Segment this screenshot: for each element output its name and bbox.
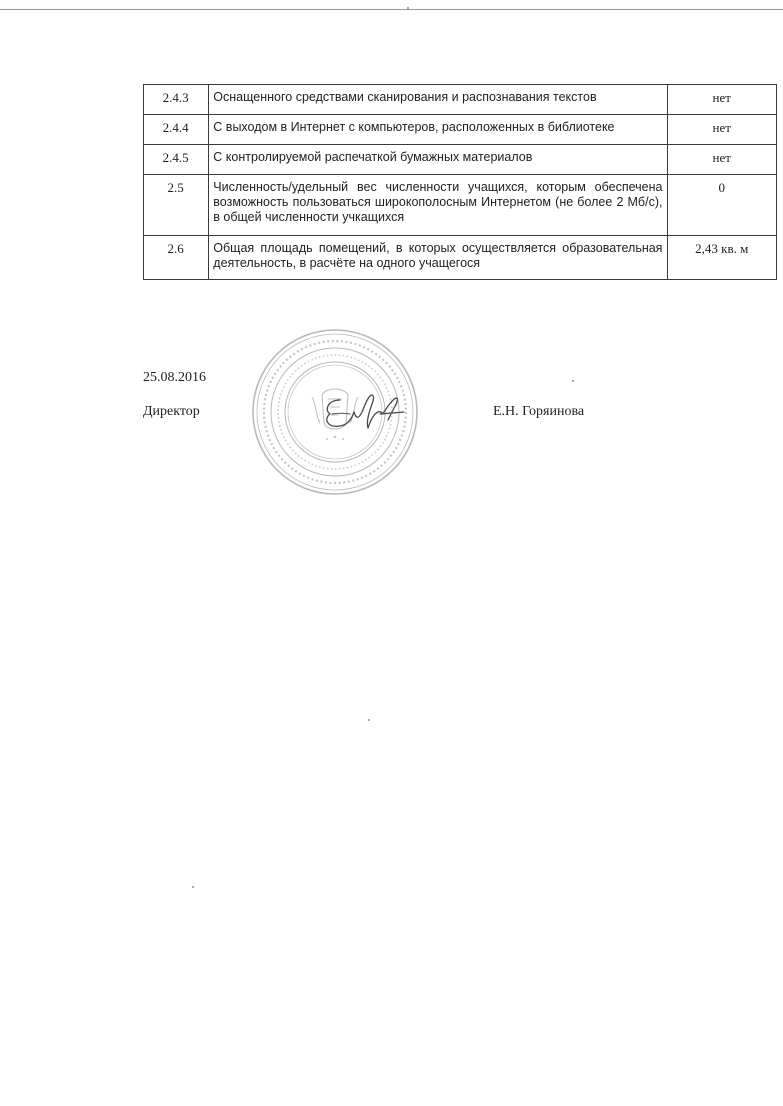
report-table — [143, 84, 777, 280]
table-row — [144, 115, 777, 145]
row-value: нет — [668, 115, 777, 145]
row-number: 2.4.3 — [144, 85, 209, 115]
row-description: Общая площадь помещений, в которых осуществляется образовательная деятельность, в расчёте на одного учащегося — [209, 236, 668, 280]
row-description: Оснащенного средствами сканирования и распознавания текстов — [209, 85, 668, 115]
table-row — [144, 236, 777, 280]
handwritten-signature-icon — [318, 388, 410, 436]
scan-speck — [368, 719, 370, 721]
row-description: С контролируемой распечаткой бумажных материалов — [209, 145, 668, 175]
table-row — [144, 145, 777, 175]
row-number: 2.5 — [144, 175, 209, 236]
row-value: нет — [668, 145, 777, 175]
signatory-role: Директор — [143, 404, 200, 419]
document-date: 25.08.2016 — [143, 370, 206, 385]
scan-speck — [192, 886, 194, 888]
row-value: нет — [668, 85, 777, 115]
signatory-name: Е.Н. Горяинова — [493, 404, 585, 419]
row-value: 0 — [668, 175, 777, 236]
page-top-rule — [0, 9, 783, 10]
scan-speck — [572, 380, 574, 382]
table-row — [144, 85, 777, 115]
row-number: 2.4.4 — [144, 115, 209, 145]
row-value: 2,43 кв. м — [668, 236, 777, 280]
scan-speck — [407, 7, 409, 9]
table-row — [144, 175, 777, 236]
row-number: 2.4.5 — [144, 145, 209, 175]
row-number: 2.6 — [144, 236, 209, 280]
row-description: Численность/удельный вес численности учащихся, которым обеспечена возможность пользоваться широкополосным Интернетом (не более 2 Мб/с), в общей численности учкащихся — [209, 175, 668, 236]
row-description: С выходом в Интернет с компьютеров, расположенных в библиотеке — [209, 115, 668, 145]
